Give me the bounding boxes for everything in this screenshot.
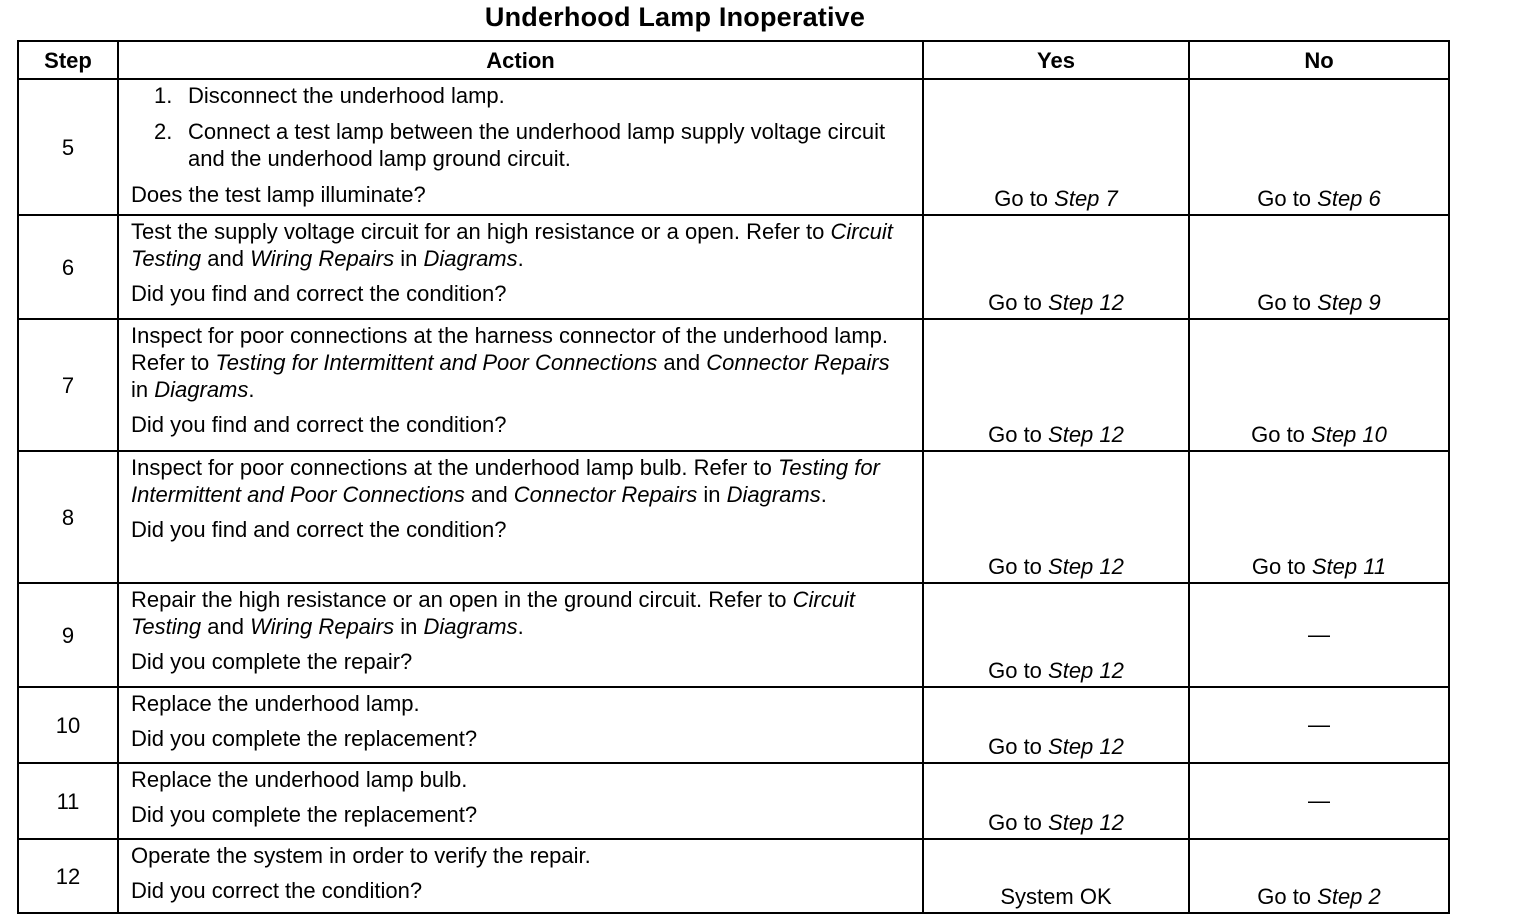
reference-link[interactable]: Diagrams <box>423 614 518 639</box>
yes-step-link[interactable]: Step 12 <box>1048 290 1124 315</box>
yes-prefix: Go to <box>988 554 1049 579</box>
instruction-text: Repair the high resistance or an open in the ground circuit. Refer to Circuit Testing and Wiring Repairs in Diagrams. <box>131 587 855 639</box>
table-row <box>18 215 1449 319</box>
action-cell <box>118 215 923 319</box>
step-number: 10 <box>18 687 118 763</box>
no-step-link[interactable]: Step 2 <box>1317 884 1381 909</box>
no-step-link[interactable]: Step 10 <box>1311 422 1387 447</box>
question-text: Does the test lamp illuminate? <box>131 182 426 207</box>
no-prefix: Go to <box>1257 884 1318 909</box>
step-number: 8 <box>18 451 118 583</box>
reference-link[interactable]: Diagrams <box>423 246 518 271</box>
question-text: Did you correct the condition? <box>131 878 423 903</box>
yes-cell <box>923 319 1189 451</box>
table-header-row <box>18 41 1449 79</box>
header-step: Step <box>18 41 118 79</box>
no-cell <box>1189 79 1449 215</box>
table-row <box>18 79 1449 215</box>
table-row <box>18 763 1449 839</box>
yes-step-link[interactable]: Step 12 <box>1048 658 1124 683</box>
list-item-text: Disconnect the underhood lamp. <box>188 83 505 108</box>
instruction-text: Inspect for poor connections at the harness connector of the underhood lamp. Refer to Testing for Intermittent and Poor Connections and Connector Repairs in Diagrams. <box>131 323 890 402</box>
table-row <box>18 583 1449 687</box>
step-number: 11 <box>18 763 118 839</box>
numbered-list <box>131 82 910 172</box>
yes-cell <box>923 215 1189 319</box>
no-prefix: Go to <box>1257 290 1318 315</box>
yes-cell: System OK <box>923 839 1189 913</box>
question-text: Did you find and correct the condition? <box>131 517 507 542</box>
reference-link[interactable]: Testing for Intermittent and Poor Connections <box>215 350 658 375</box>
yes-step-link[interactable]: Step 12 <box>1048 422 1124 447</box>
step-number: 5 <box>18 79 118 215</box>
yes-prefix: Go to <box>988 658 1049 683</box>
yes-prefix: Go to <box>988 810 1049 835</box>
instruction-text: Test the supply voltage circuit for an high resistance or a open. Refer to Circuit Testing and Wiring Repairs in Diagrams. <box>131 219 893 271</box>
reference-link[interactable]: Connector Repairs <box>706 350 890 375</box>
yes-step-link[interactable]: Step 7 <box>1054 186 1118 211</box>
action-cell <box>118 763 923 839</box>
header-action: Action <box>118 41 923 79</box>
reference-link[interactable]: Testing for Intermittent and Poor Connections <box>131 455 880 507</box>
list-item: 1. Disconnect the underhood lamp. <box>154 83 505 108</box>
question-text: Did you complete the replacement? <box>131 802 478 827</box>
reference-link[interactable]: Wiring Repairs <box>250 246 395 271</box>
table-row <box>18 319 1449 451</box>
yes-cell <box>923 763 1189 839</box>
yes-cell <box>923 451 1189 583</box>
no-step-link[interactable]: Step 9 <box>1317 290 1381 315</box>
step-number: 9 <box>18 583 118 687</box>
question-text: Did you complete the replacement? <box>131 726 478 751</box>
reference-link[interactable]: Connector Repairs <box>513 482 698 507</box>
list-item-text: Connect a test lamp between the underhood lamp supply voltage circuit and the underhood lamp ground circuit. <box>188 119 886 171</box>
action-cell <box>118 583 923 687</box>
action-cell <box>118 319 923 451</box>
diagnostic-table <box>17 40 1450 914</box>
question-text: Did you find and correct the condition? <box>131 412 507 437</box>
no-cell <box>1189 839 1449 913</box>
no-step-link[interactable]: Step 6 <box>1317 186 1381 211</box>
yes-prefix: Go to <box>994 186 1055 211</box>
question-text: Did you find and correct the condition? <box>131 281 507 306</box>
instruction-text: Replace the underhood lamp bulb. <box>131 767 468 792</box>
yes-prefix: Go to <box>988 422 1049 447</box>
no-prefix: Go to <box>1251 422 1312 447</box>
page-title: Underhood Lamp Inoperative <box>484 2 866 32</box>
action-cell <box>118 79 923 215</box>
table-row <box>18 687 1449 763</box>
instruction-text: Replace the underhood lamp. <box>131 691 420 716</box>
no-step-link[interactable]: Step 11 <box>1311 554 1387 579</box>
yes-cell <box>923 687 1189 763</box>
yes-step-link[interactable]: Step 12 <box>1048 810 1124 835</box>
yes-prefix: Go to <box>988 734 1049 759</box>
step-number: 7 <box>18 319 118 451</box>
no-cell <box>1189 451 1449 583</box>
yes-cell <box>923 79 1189 215</box>
no-cell: — <box>1189 687 1449 763</box>
step-number: 6 <box>18 215 118 319</box>
yes-prefix: Go to <box>988 290 1049 315</box>
table-row <box>18 451 1449 583</box>
yes-step-link[interactable]: Step 12 <box>1048 734 1124 759</box>
no-prefix: Go to <box>1257 186 1318 211</box>
action-cell <box>118 451 923 583</box>
reference-link[interactable]: Wiring Repairs <box>250 614 395 639</box>
yes-step-link[interactable]: Step 12 <box>1048 554 1124 579</box>
reference-link[interactable]: Diagrams <box>154 377 249 402</box>
reference-link[interactable]: Circuit Testing <box>131 587 855 639</box>
list-item: 2. Connect a test lamp between the underhood lamp supply voltage circuit and the underhood lamp ground circuit. <box>154 119 886 171</box>
action-cell <box>118 839 923 913</box>
no-cell <box>1189 215 1449 319</box>
reference-link[interactable]: Diagrams <box>726 482 821 507</box>
no-cell: — <box>1189 583 1449 687</box>
header-no: No <box>1189 41 1449 79</box>
no-prefix: Go to <box>1251 554 1312 579</box>
header-yes: Yes <box>923 41 1189 79</box>
table-row <box>18 839 1449 913</box>
action-cell <box>118 687 923 763</box>
yes-cell <box>923 583 1189 687</box>
step-number: 12 <box>18 839 118 913</box>
instruction-text: Operate the system in order to verify the repair. <box>131 843 591 868</box>
no-cell: — <box>1189 763 1449 839</box>
no-cell <box>1189 319 1449 451</box>
question-text: Did you complete the repair? <box>131 649 413 674</box>
instruction-text: Inspect for poor connections at the underhood lamp bulb. Refer to Testing for Intermittent and Poor Connections and Connector Repairs in Diagrams. <box>131 455 880 507</box>
reference-link[interactable]: Circuit Testing <box>131 219 893 271</box>
